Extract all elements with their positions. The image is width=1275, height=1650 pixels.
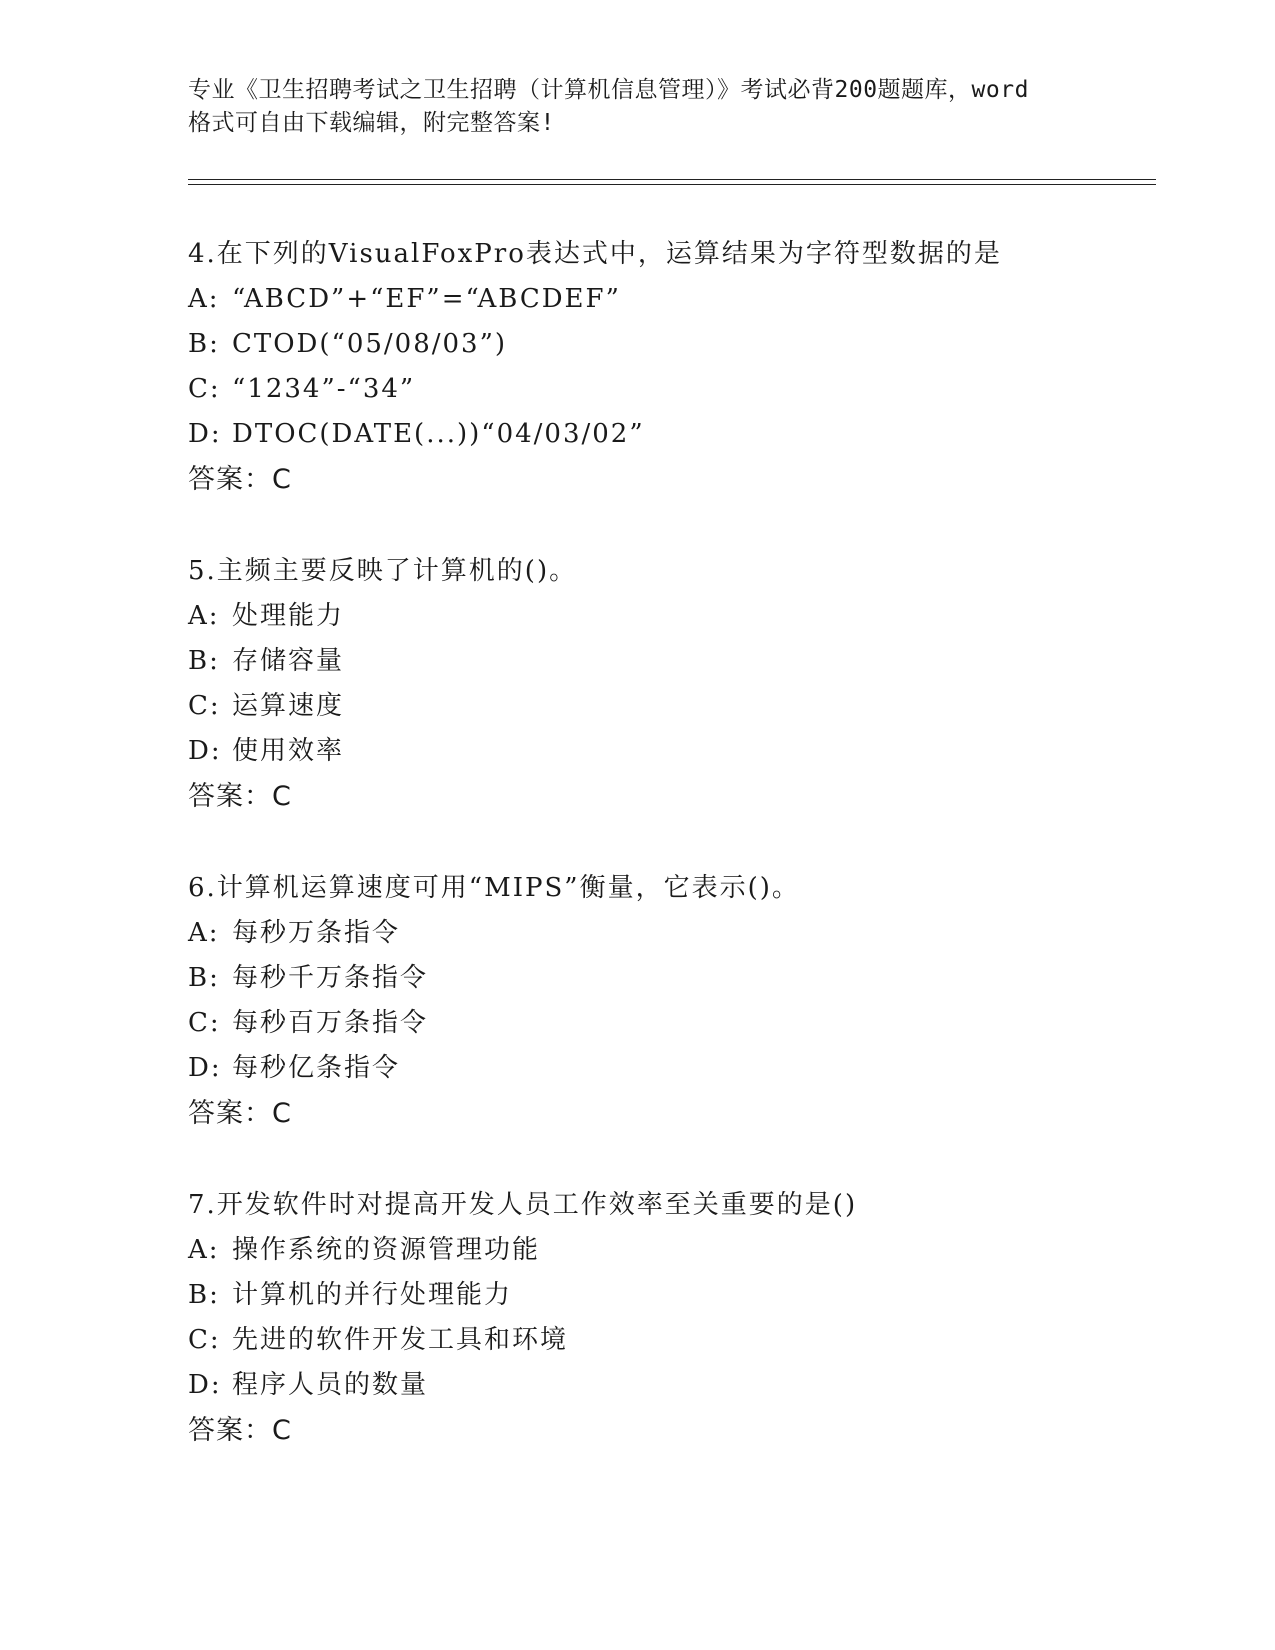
option-letter: A: [188, 918, 220, 948]
option-letter: D: [188, 1053, 222, 1083]
option-letter: B: [188, 646, 220, 676]
option-letter: C: [188, 1008, 221, 1038]
answer-line: 答案：C [188, 1098, 292, 1129]
option-letter: A: [188, 284, 220, 314]
question-stem: 4.在下列的VisualFoxPro表达式中，运算结果为字符型数据的是 [188, 239, 1002, 269]
option-letter: B: [188, 963, 220, 993]
option-a [188, 911, 1148, 956]
option-text: 每秒亿条指令 [232, 1053, 401, 1083]
question-item [188, 866, 1148, 1136]
option-letter: B: [188, 1280, 220, 1310]
option-c [188, 684, 1148, 729]
option-text: 每秒百万条指令 [232, 1008, 429, 1038]
header-divider-top [188, 179, 1156, 180]
option-text: 程序人员的数量 [232, 1370, 429, 1400]
header-divider-bottom [188, 184, 1156, 185]
option-letter: A: [188, 601, 220, 631]
question-item [188, 232, 1148, 502]
header-line-1: 专业《卫生招聘考试之卫生招聘（计算机信息管理）》考试必背200题题库，word [188, 77, 1029, 103]
question-item [188, 549, 1148, 819]
option-letter: C: [188, 1325, 221, 1355]
option-text: 每秒万条指令 [232, 918, 401, 948]
option-text: “ABCD”+“EF”=“ABCDEF” [232, 284, 621, 314]
option-c [188, 1318, 1148, 1363]
option-text: CTOD(“05/08/03”) [232, 329, 508, 359]
option-d [188, 729, 1148, 774]
option-b [188, 322, 1148, 367]
question-stem: 7.开发软件时对提高开发人员工作效率至关重要的是() [188, 1190, 858, 1220]
question-list [188, 232, 1148, 1500]
option-text: “1234”-“34” [232, 374, 416, 404]
option-d [188, 1363, 1148, 1408]
option-text: 先进的软件开发工具和环境 [232, 1325, 569, 1355]
option-text: 计算机的并行处理能力 [232, 1280, 513, 1310]
option-text: 操作系统的资源管理功能 [232, 1235, 541, 1265]
option-letter: C: [188, 374, 221, 404]
option-letter: D: [188, 419, 222, 449]
question-item [188, 1183, 1148, 1453]
option-a [188, 594, 1148, 639]
option-letter: D: [188, 1370, 222, 1400]
option-b [188, 639, 1148, 684]
option-text: 处理能力 [232, 601, 345, 631]
answer-line: 答案：C [188, 781, 292, 812]
option-text: 运算速度 [232, 691, 345, 721]
option-text: 存储容量 [232, 646, 345, 676]
option-b [188, 956, 1148, 1001]
question-stem: 5.主频主要反映了计算机的()。 [188, 556, 578, 586]
document-header [188, 74, 1088, 140]
option-c [188, 1001, 1148, 1046]
option-text: 使用效率 [232, 736, 345, 766]
option-d [188, 1046, 1148, 1091]
option-letter: C: [188, 691, 221, 721]
option-text: 每秒千万条指令 [232, 963, 429, 993]
option-letter: B: [188, 329, 220, 359]
option-letter: A: [188, 1235, 220, 1265]
option-d [188, 412, 1148, 457]
option-letter: D: [188, 736, 222, 766]
question-stem: 6.计算机运算速度可用“MIPS”衡量，它表示()。 [188, 873, 800, 903]
answer-line: 答案：C [188, 464, 292, 495]
option-a [188, 1228, 1148, 1273]
option-c [188, 367, 1148, 412]
option-a [188, 277, 1148, 322]
answer-line: 答案：C [188, 1415, 292, 1446]
header-line-2: 格式可自由下载编辑，附完整答案! [188, 110, 555, 136]
option-b [188, 1273, 1148, 1318]
option-text: DTOC(DATE(...))“04/03/02” [232, 419, 645, 449]
